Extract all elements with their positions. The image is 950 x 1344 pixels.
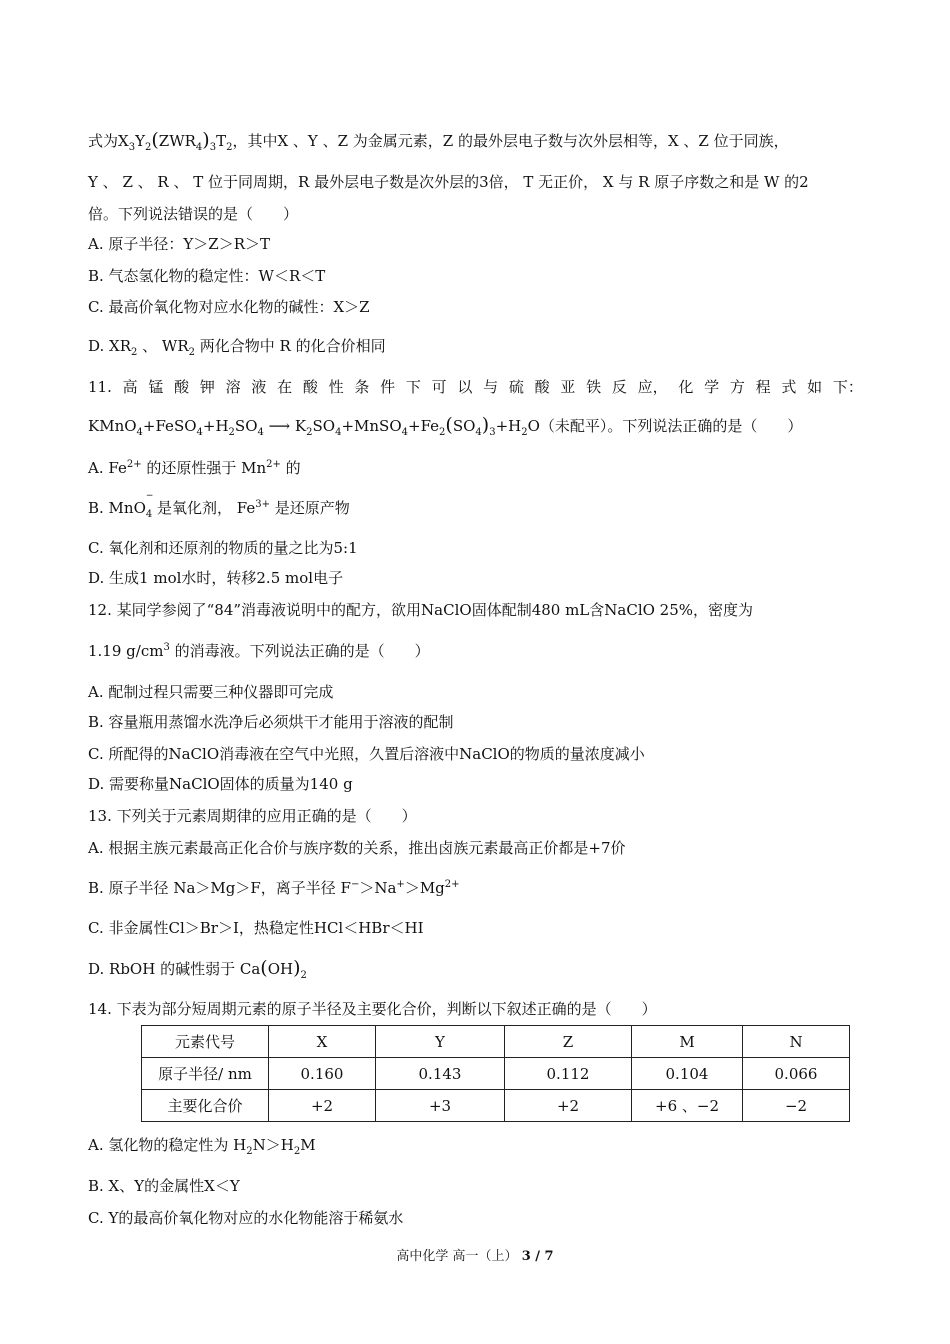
q10-option-c: C. 最高价氧化物对应水化物的碱性：X＞Z (88, 298, 370, 316)
table-header-cell: Y (376, 1026, 505, 1058)
q14-option-a: A. 氢化物的稳定性为 $H_2N>H_2M$ (88, 1136, 316, 1157)
q13-option-d: D. RbOH 的碱性弱于 $Ca(OH)_2$ (88, 957, 307, 981)
q13-option-b: B. 原子半径 Na＞Mg＞F，离子半径 $F^->Na^+>Mg^{2+}$ (88, 879, 460, 897)
table-cell: 0.143 (376, 1058, 505, 1090)
q10-stem-line-2: Y 、 Z 、 R 、 T 位于同周期，R 最外层电子数是次外层的3倍， T 无正价， X 与 R 原子序数之和是 W 的2 (88, 173, 809, 191)
q14-stem: 14. 下表为部分短周期元素的原子半径及主要化合价，判断以下叙述正确的是（ ） (88, 1000, 657, 1018)
table-header-cell: N (743, 1026, 850, 1058)
q10-option-d: D. $XR_2$ 、 $WR_2$ 两化合物中 R 的化合价相同 (88, 337, 386, 358)
q14-option-c: C. Y的最高价氧化物对应的水化物能溶于稀氨水 (88, 1209, 404, 1227)
q11-option-d: D. 生成1 mol水时，转移2.5 mol电子 (88, 569, 344, 587)
q10-option-b: B. 气态氢化物的稳定性：W＜R＜T (88, 267, 326, 285)
footer-subject: 高中化学 高一（上） (396, 1249, 518, 1264)
table-cell: −2 (743, 1090, 850, 1122)
q11-option-a: A. $Fe^{2+}$ 的还原性强于 $Mn^{2+}$ 的 (88, 459, 301, 477)
q11-option-b: B. MnO $_{- 4}$ 是氧化剂， $Fe^{3+}$ 是还原产物 (88, 491, 350, 520)
q12-stem-line-2: 1.19 $g/cm^3$ 的消毒液。下列说法正确的是（ ） (88, 642, 430, 660)
q13-option-a: A. 根据主族元素最高正化合价与族序数的关系，推出卤族元素最高正价都是+7价 (88, 839, 626, 857)
table-cell: 主要化合价 (142, 1090, 269, 1122)
table-cell: +2 (269, 1090, 376, 1122)
table-header-cell: Z (505, 1026, 632, 1058)
q12-stem-line-1: 12. 某同学参阅了“84”消毒液说明中的配方，欲用NaClO固体配制480 mL含NaClO 25%，密度为 (88, 601, 754, 619)
q11-stem-line-1: 11. 高 锰 酸 钾 溶 液 在 酸 性 条 件 下 可 以 与 硫 酸 亚 铁 反 应， 化 学 方 程 式 如 下： (88, 378, 863, 396)
q10-stem-line-3: 倍。下列说法错误的是（ ） (88, 205, 299, 223)
element-table (141, 1025, 850, 1122)
table-cell: +3 (376, 1090, 505, 1122)
table-cell: 0.160 (269, 1058, 376, 1090)
table-row (142, 1090, 850, 1122)
table-cell: 0.066 (743, 1058, 850, 1090)
table-cell: 0.104 (632, 1058, 743, 1090)
q12-option-c: C. 所配得的NaClO消毒液在空气中光照，久置后溶液中NaClO的物质的量浓度减小 (88, 745, 645, 763)
table-header-cell: M (632, 1026, 743, 1058)
q12-option-b: B. 容量瓶用蒸馏水洗净后必须烘干才能用于溶液的配制 (88, 713, 454, 731)
q13-stem: 13. 下列关于元素周期律的应用正确的是（ ） (88, 807, 417, 825)
q14-option-b: B. X、Y的金属性X＜Y (88, 1177, 240, 1195)
table-cell: 原子半径/ nm (142, 1058, 269, 1090)
q10-stem-line-1: 式为$X_3Y_2(ZWR_4)_3T_2$，其中X 、Y 、Z 为金属元素，Z 的最外层电子数与次外层相等，X 、Z 位于同族， (88, 129, 789, 153)
table-cell: +6 、−2 (632, 1090, 743, 1122)
page-footer (0, 1245, 950, 1264)
q12-option-d: D. 需要称量NaClO固体的质量为140 g (88, 775, 353, 793)
table-row (142, 1058, 850, 1090)
table-cell: 0.112 (505, 1058, 632, 1090)
table-header-cell: X (269, 1026, 376, 1058)
table-cell: +2 (505, 1090, 632, 1122)
q13-option-c: C. 非金属性Cl＞Br＞I，热稳定性HCl＜HBr＜HI (88, 919, 424, 937)
q12-option-a: A. 配制过程只需要三种仪器即可完成 (88, 683, 334, 701)
table-header-cell: 元素代号 (142, 1026, 269, 1058)
q10-option-a: A. 原子半径：Y＞Z＞R＞T (88, 235, 270, 253)
q11-equation: $KMnO_4+FeSO_4+H_2SO_4$ ⟶ $K_2SO_4+MnSO_4+Fe_2(SO_4)_3+H_2O$（未配平）。下列说法正确的是（ ） (88, 414, 803, 438)
table-header-row (142, 1026, 850, 1058)
page-number: 3 / 7 (521, 1249, 554, 1264)
q11-option-c: C. 氧化剂和还原剂的物质的量之比为5:1 (88, 539, 358, 557)
